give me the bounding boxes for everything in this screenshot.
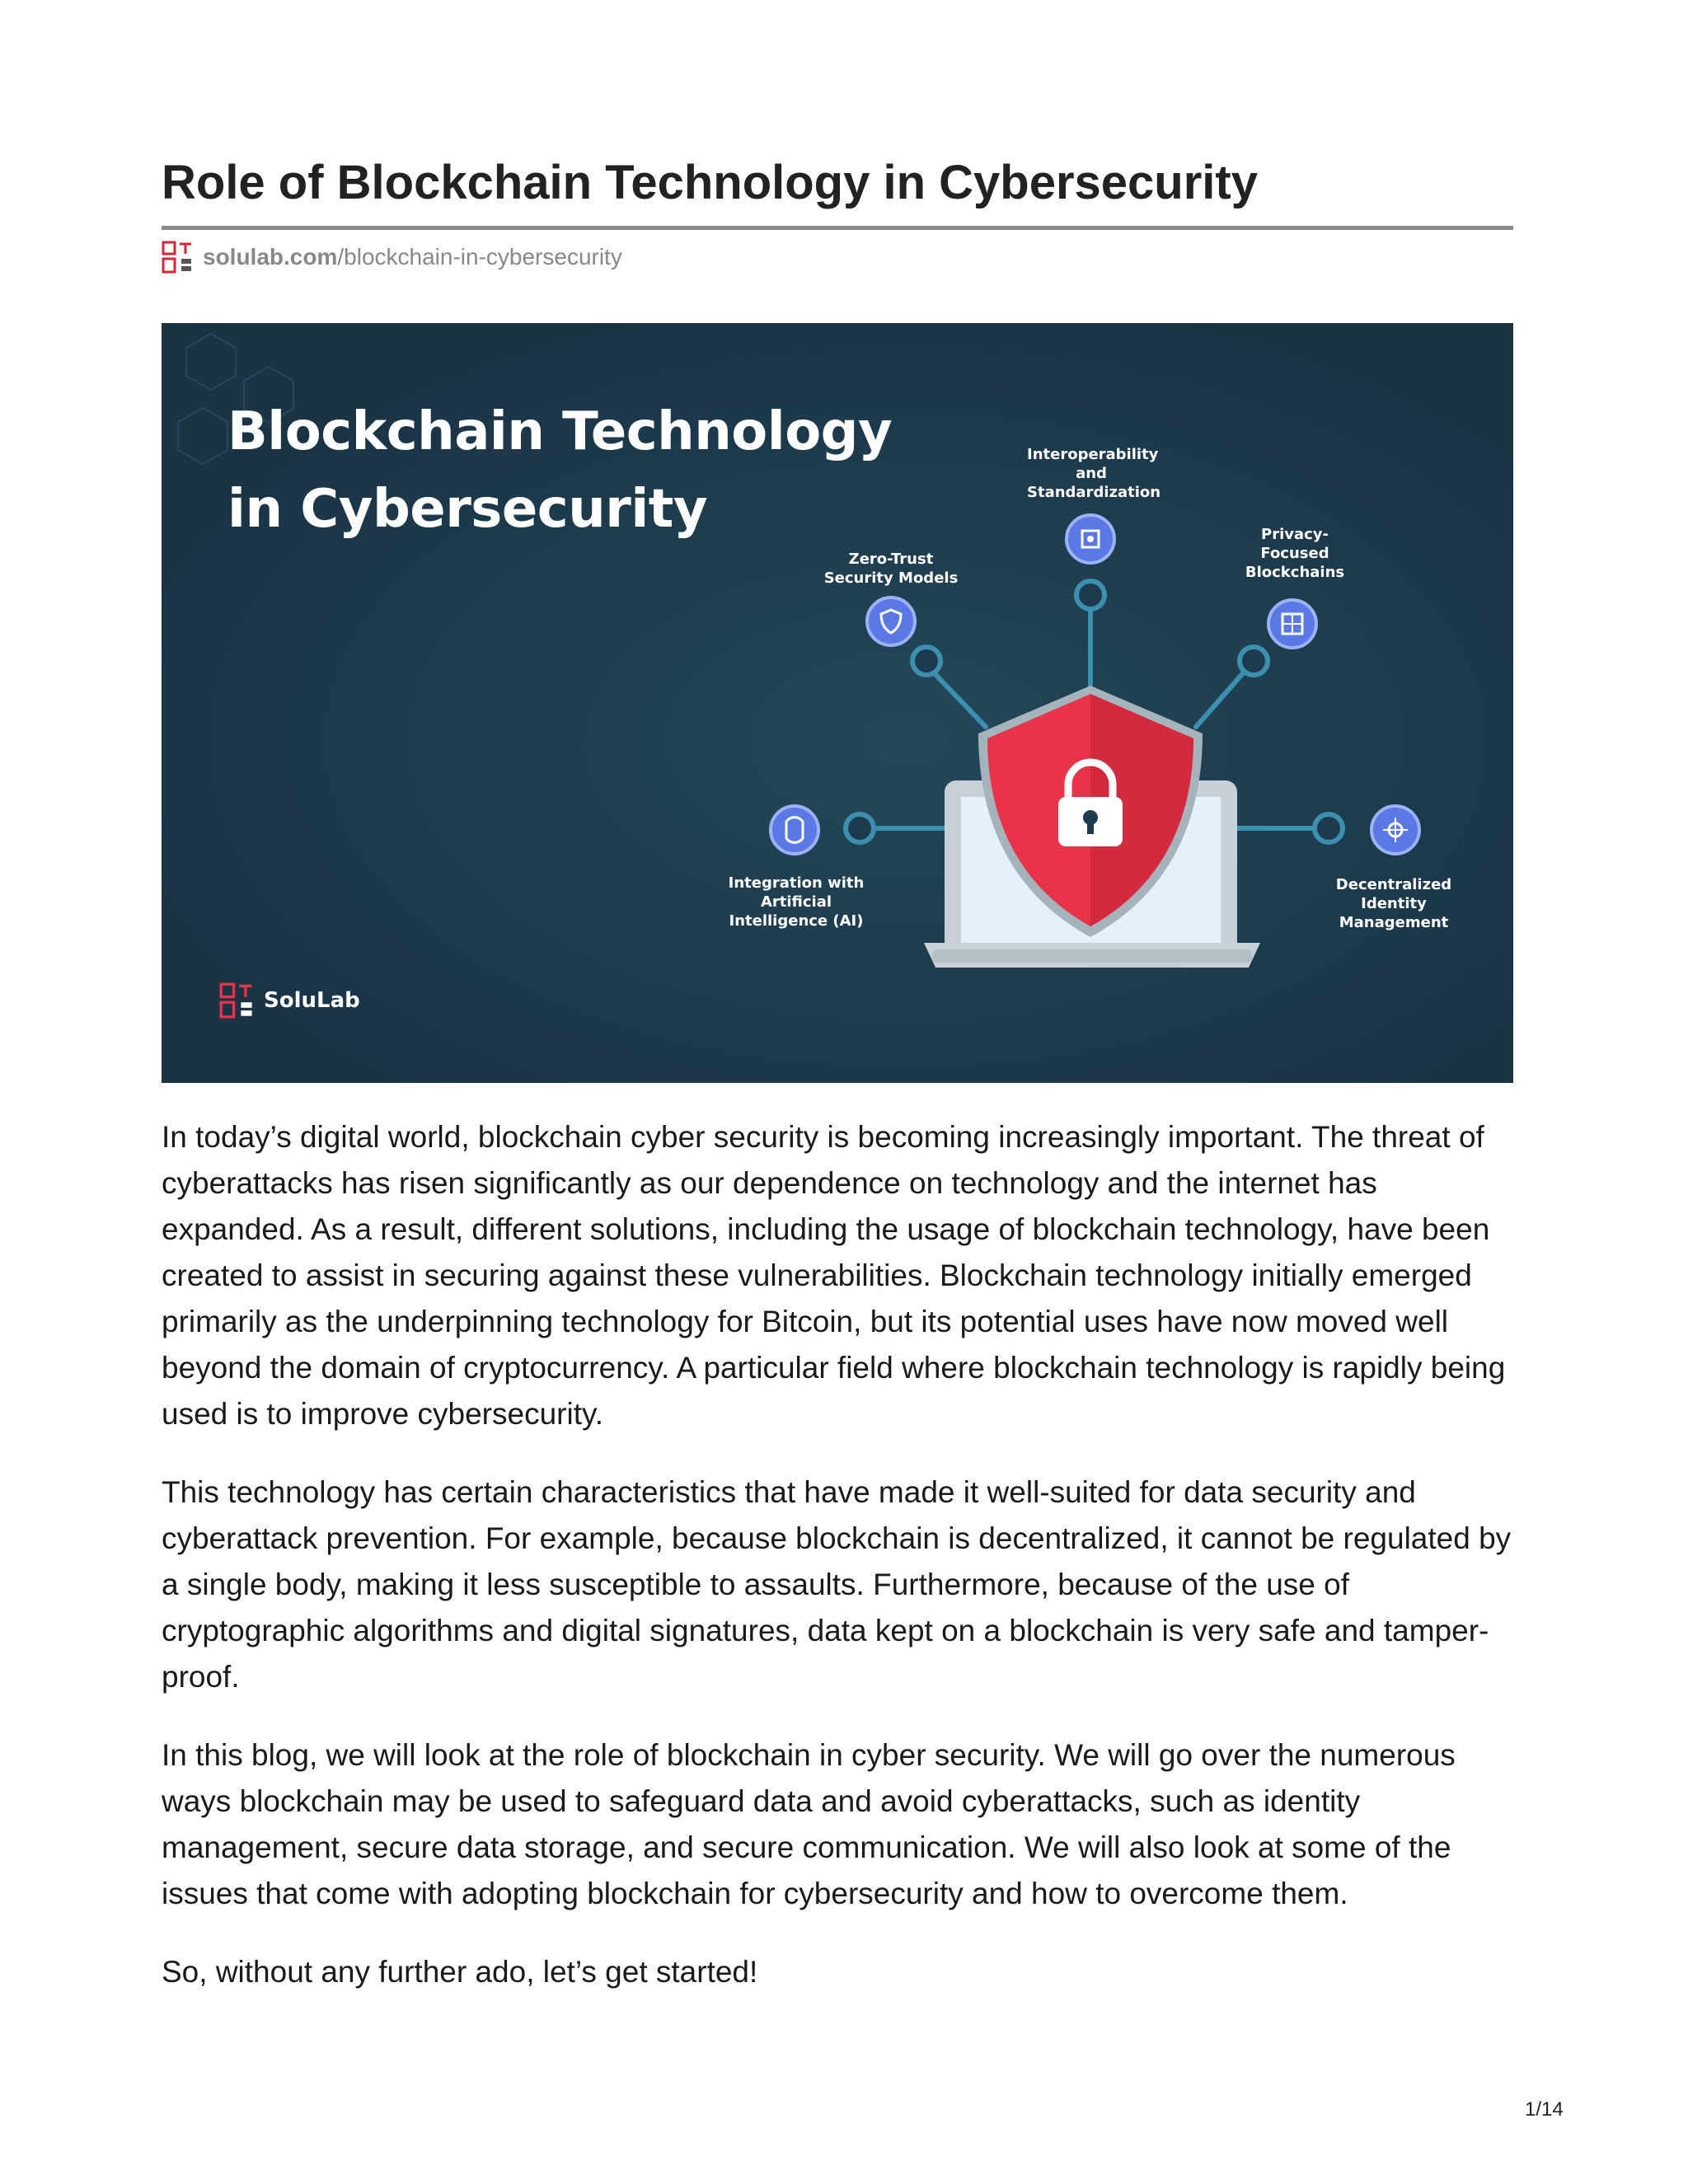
ai-integration-icon <box>771 806 818 854</box>
paragraph-4: So, without any further ado, let’s get started! <box>162 1955 758 1989</box>
solulab-logo-icon <box>162 241 195 274</box>
hero-brand <box>219 982 360 1019</box>
decentralized-identity-icon <box>1372 806 1419 854</box>
solulab-logo-icon <box>219 982 256 1019</box>
title-divider <box>162 226 1513 230</box>
label-interoperability: Interoperability and Standardization <box>1027 446 1161 501</box>
article-body <box>162 1114 1513 2027</box>
paragraph-3: In this blog, we will look at the role of blockchain in cyber security. We will go over the numerous ways blockchain may be used to safeguard data and avoid cyberattacks, such as identity management, secure data storage, and secure communication. We will also look at some of the issues that come with adopting blockchain for cybersecurity and how to overcome them. <box>162 1738 1456 1910</box>
label-zero-trust: Zero-Trust Security Models <box>823 551 959 587</box>
label-ai: Integration with Artificial Intelligence (AI) <box>728 874 865 930</box>
hero-brand-name: SoluLab <box>264 988 360 1013</box>
hero-heading <box>227 393 892 548</box>
label-privacy: Privacy- Focused Blockchains <box>1245 526 1345 581</box>
label-identity: Decentralized Identity Management <box>1335 876 1452 931</box>
source-domain: solulab.com <box>203 244 338 269</box>
paragraph-1: In today’s digital world, blockchain cyber security is becoming increasingly important. The threat of cyberattacks has risen significantly as our dependence on technology and the internet has expanded. As a result, different solutions, including the usage of blockchain technology, have been created to assist in securing against these vulnerabilities. Blockchain technology initially emerged primarily as the underpinning technology for Bitcoin, but its potential uses have now moved well beyond the domain of cryptocurrency. A particular field where blockchain technology is rapidly being used is to improve cybersecurity. <box>162 1120 1506 1431</box>
hero-heading-line2: in Cybersecurity <box>227 479 708 540</box>
hero-image <box>162 323 1513 1083</box>
source-path: /blockchain-in-cybersecurity <box>337 244 622 269</box>
page-title: Role of Blockchain Technology in Cybersecurity <box>162 156 1258 209</box>
source-link[interactable] <box>162 241 622 274</box>
privacy-blockchain-icon <box>1268 600 1316 648</box>
paragraph-2: This technology has certain characteristics that have made it well-suited for data security and cyberattack prevention. For example, because blockchain is decentralized, it cannot be regulated by a single body, making it less susceptible to assaults. Furthermore, because of the use of cryptographic algorithms and digital signatures, data kept on a blockchain is very safe and tamper-proof. <box>162 1475 1512 1694</box>
page-indicator: 1/14 <box>1525 2098 1564 2121</box>
interoperability-icon <box>1067 515 1114 563</box>
hero-heading-line1: Blockchain Technology <box>227 401 893 462</box>
zero-trust-shield-icon <box>867 598 915 645</box>
